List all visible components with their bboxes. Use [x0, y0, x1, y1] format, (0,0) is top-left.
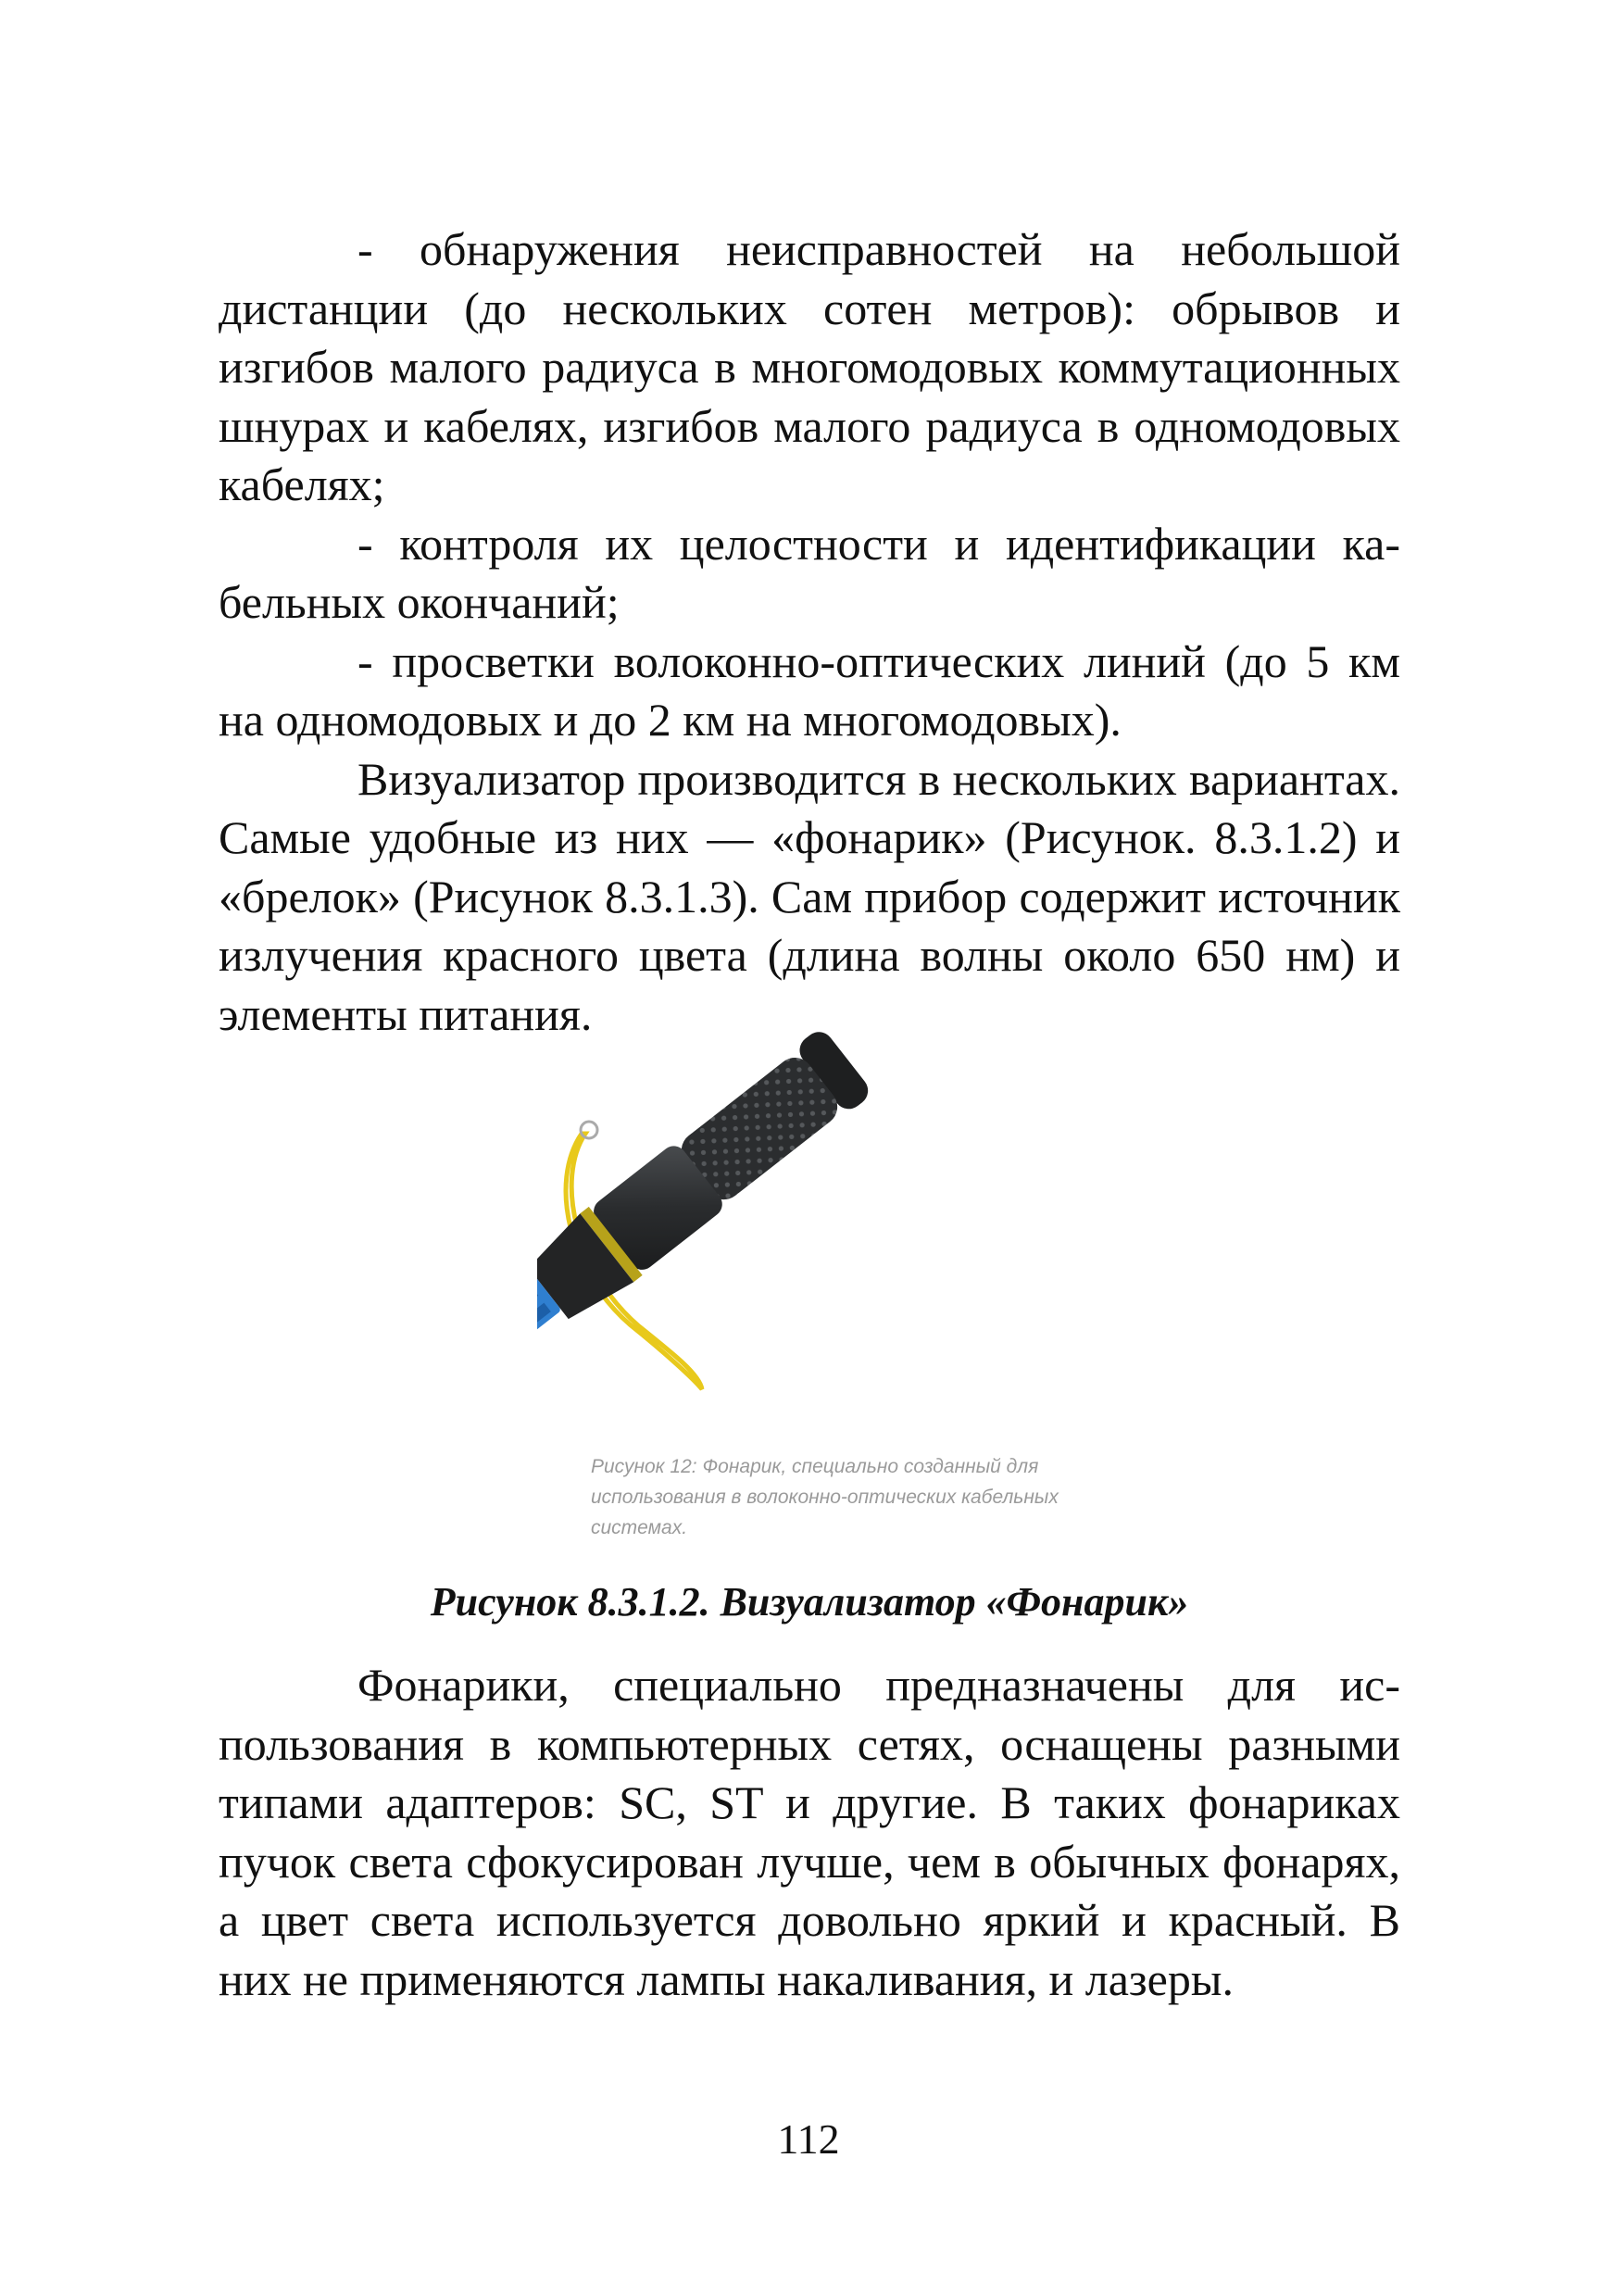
body-text-top: [219, 220, 1400, 1044]
figure-caption: Рисунок 8.3.1.2. Визуализатор «Фонарик»: [430, 1579, 1189, 1625]
flashlight-illustration: [537, 1030, 1111, 1456]
flashlight-figure: [537, 1030, 1111, 1565]
paragraph: - обнаружения неисправностей на небольшой дистанции (до нескольких сотен метров): обрывов и изгибов малого радиуса в многомодовых коммутационных шнурах и кабелях, изгибов малого радиуса в одномодовых кабелях;: [219, 223, 1400, 510]
strap-ring: [581, 1122, 597, 1138]
paragraph: - контроля их целостности и идентификации кабельных окончаний;: [219, 517, 1400, 628]
paragraph: Фонарики, специально предназначены для использования в компьютерных сетях, оснащены разными типами адаптеров: SC, ST и другие. В таких фонариках пучок света сфокусирован лучше, чем в обычных фонарях, а цвет света используется довольно яркий и красный. В них не применяются лампы накаливания, и лазеры.: [219, 1659, 1400, 2005]
figure-inner-caption: Рисунок 12: Фонарик, специально созданный для использования в волоконно-оптических кабельных системах.: [591, 1456, 1059, 1538]
paragraph: Визуализатор производится в нескольких вариантах. Самые удобные из них — «фонарик» (Рисунок. 8.3.1.2) и «брелок» (Рисунок 8.3.1.3). Сам прибор содержит источник излучения красного цвета (длина волны около 650 нм) и элементы питания.: [219, 752, 1400, 1040]
paragraph: - просветки волоконно-оптических линий (до 5 км на одномодовых и до 2 км на многомодовых).: [219, 634, 1400, 746]
body-text-bottom: [219, 1656, 1400, 2009]
page-number: 112: [777, 2115, 840, 2163]
